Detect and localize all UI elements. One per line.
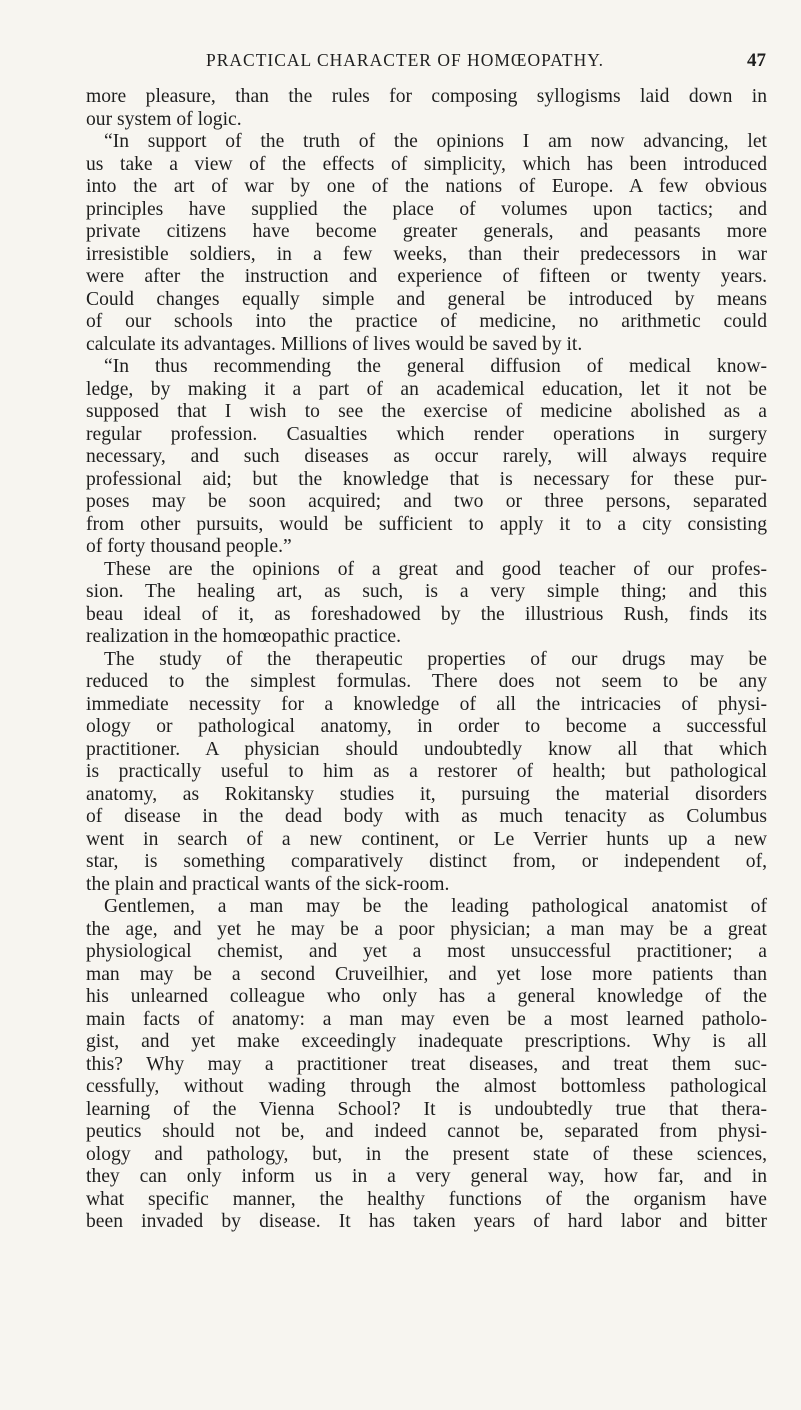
text-line: the age, and yet he may be a poor physician; a man may be a great: [86, 918, 767, 940]
text-line: of our schools into the practice of medicine, no arithmetic could: [86, 311, 767, 332]
text-line: Could changes equally simple and general be introduced by means: [86, 288, 767, 310]
text-line: more pleasure, than the rules for composing syllogisms laid down in: [86, 86, 767, 107]
text-line: is practically useful to him as a restorer of health; but pathological: [86, 761, 767, 782]
text-line: were after the instruction and experience of fifteen or twenty years.: [86, 266, 767, 287]
text-line: realization in the homœopathic practice.: [86, 626, 402, 647]
text-line: ology and pathology, but, in the present state of these sciences,: [86, 1143, 767, 1165]
text-line: the plain and practical wants of the sick-room.: [86, 873, 450, 895]
text-line: cessfully, without wading through the almost bottomless pathological: [86, 1076, 767, 1097]
text-line: immediate necessity for a knowledge of all the intricacies of physi-: [86, 693, 767, 715]
text-line: These are the opinions of a great and good teacher of our profes-: [104, 558, 767, 580]
text-line: ology or pathological anatomy, in order to become a successful: [86, 716, 767, 737]
text-line: physiological chemist, and yet a most unsuccessful practitioner; a: [86, 941, 767, 962]
text-line: calculate its advantages. Millions of lives would be saved by it.: [86, 333, 583, 355]
text-line: professional aid; but the knowledge that is necessary for these pur-: [86, 468, 767, 490]
text-line: what specific manner, the healthy functions of the organism have: [86, 1188, 767, 1210]
text-line: “In support of the truth of the opinions I am now advancing, let: [104, 131, 767, 152]
text-line: been invaded by disease. It has taken years of hard labor and bitter: [86, 1211, 767, 1232]
body-text: [86, 86, 767, 1234]
text-line: of disease in the dead body with as much tenacity as Columbus: [86, 806, 767, 827]
text-line: supposed that I wish to see the exercise of medicine abolished as a: [86, 401, 767, 422]
text-line: our system of logic.: [86, 108, 242, 130]
text-line: peutics should not be, and indeed cannot be, separated from physi-: [86, 1121, 767, 1142]
text-line: Gentlemen, a man may be the leading pathological anatomist of: [104, 896, 767, 917]
text-line: his unlearned colleague who only has a general knowledge of the: [86, 986, 767, 1007]
text-line: private citizens have become greater generals, and peasants more: [86, 221, 767, 242]
text-line: they can only inform us in a very general way, how far, and in: [86, 1166, 767, 1187]
text-line: gist, and yet make exceedingly inadequate prescriptions. Why is all: [86, 1031, 767, 1052]
text-line: star, is something comparatively distinct from, or independent of,: [86, 851, 767, 872]
text-line: necessary, and such diseases as occur rarely, will always require: [86, 446, 767, 467]
text-line: ledge, by making it a part of an academical education, let it not be: [86, 378, 767, 400]
text-line: from other pursuits, would be sufficient to apply it to a city consisting: [86, 513, 767, 535]
text-line: “In thus recommending the general diffusion of medical know-: [104, 356, 767, 377]
page-number: 47: [747, 50, 766, 71]
text-line: anatomy, as Rokitansky studies it, pursuing the material disorders: [86, 783, 767, 805]
text-line: us take a view of the effects of simplicity, which has been introduced: [86, 153, 767, 175]
text-line: principles have supplied the place of volumes upon tactics; and: [86, 198, 767, 220]
page-header: [86, 50, 766, 74]
text-line: went in search of a new continent, or Le Verrier hunts up a new: [86, 828, 767, 850]
text-line: regular profession. Casualties which render operations in surgery: [86, 423, 767, 445]
running-head: PRACTICAL CHARACTER OF HOMŒOPATHY.: [206, 50, 605, 70]
text-line: sion. The healing art, as such, is a very simple thing; and this: [86, 581, 767, 602]
text-line: reduced to the simplest formulas. There does not seem to be any: [86, 671, 767, 692]
text-line: into the art of war by one of the nations of Europe. A few obvious: [86, 176, 767, 197]
text-line: learning of the Vienna School? It is undoubtedly true that thera-: [86, 1098, 767, 1120]
text-line: beau ideal of it, as foreshadowed by the illustrious Rush, finds its: [86, 603, 767, 625]
text-line: main facts of anatomy: a man may even be a most learned patholo-: [86, 1008, 767, 1030]
text-line: practitioner. A physician should undoubtedly know all that which: [86, 738, 767, 760]
text-line: irresistible soldiers, in a few weeks, than their predecessors in war: [86, 243, 767, 265]
text-line: poses may be soon acquired; and two or three persons, separated: [86, 491, 767, 512]
text-line: The study of the therapeutic properties of our drugs may be: [104, 648, 767, 670]
text-line: of forty thousand people.”: [86, 536, 292, 557]
text-line: this? Why may a practitioner treat diseases, and treat them suc-: [86, 1053, 767, 1075]
text-line: man may be a second Cruveilhier, and yet lose more patients than: [86, 963, 767, 985]
